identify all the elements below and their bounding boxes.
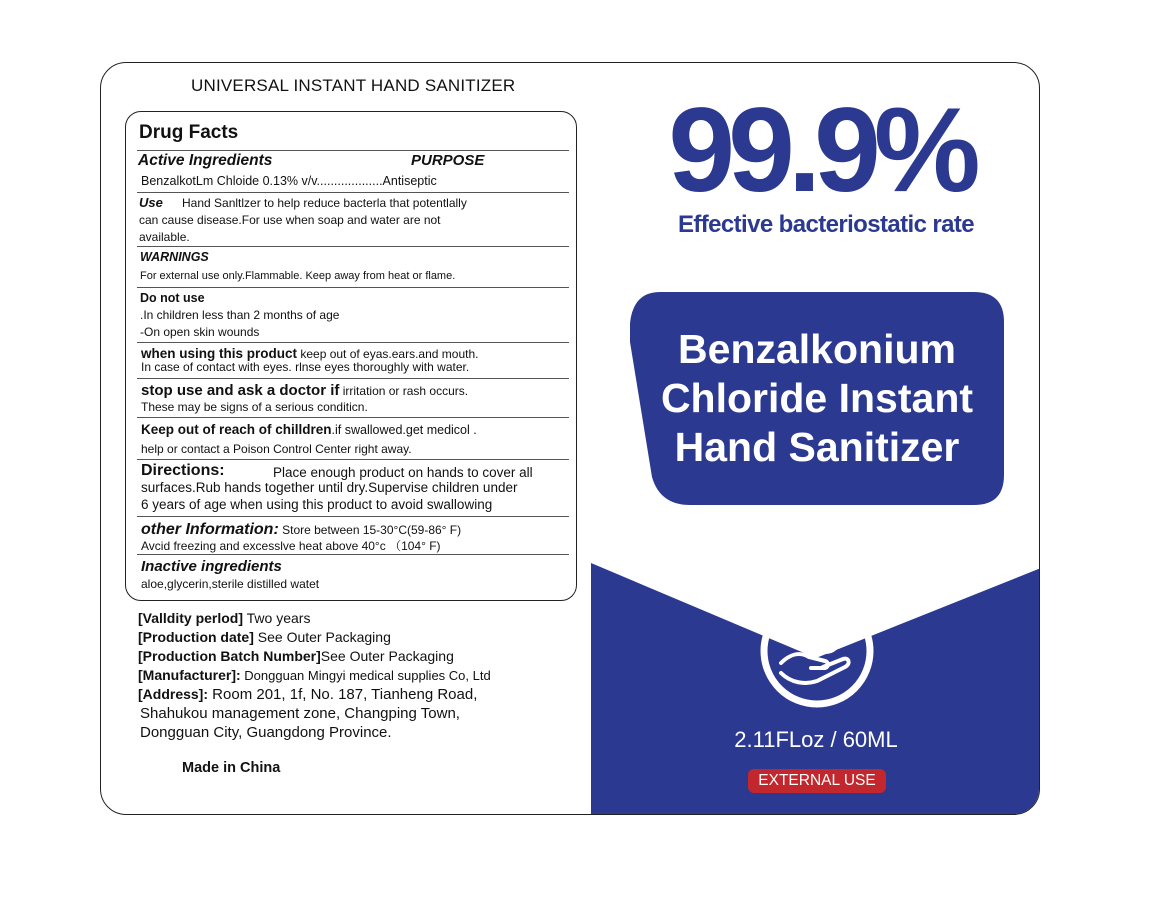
divider	[137, 342, 569, 343]
batch-label: [Production Batch Number]	[138, 648, 321, 664]
stop-use-2: These may be signs of a serious conditicn.	[141, 400, 368, 414]
when-using-line	[141, 346, 478, 361]
inactive-label: Inactive ingredients	[141, 558, 282, 575]
when-using-label: when using this product	[141, 346, 297, 361]
divider	[137, 150, 569, 151]
address-label: [Address]:	[138, 686, 209, 702]
divider	[137, 516, 569, 517]
divider	[137, 459, 569, 460]
address-line-1	[138, 685, 491, 704]
divider	[137, 192, 569, 193]
efficacy-rate: Effective bacteriostatic rate	[677, 211, 975, 238]
keep-out-1: .if swallowed.get medicol .	[331, 423, 477, 437]
do-not-use-label: Do not use	[140, 291, 205, 305]
divider	[137, 378, 569, 379]
batch-value: See Outer Packaging	[320, 648, 454, 664]
other-info-2: Avcid freezing and excesslve heat above 40°c （104° F)	[141, 539, 441, 553]
divider	[137, 287, 569, 288]
product-label	[100, 62, 1040, 815]
directions-label: Directions:	[141, 462, 225, 479]
validity-value: Two years	[243, 610, 311, 626]
volume-text: 2.11FLoz / 60ML	[734, 727, 898, 752]
product-name-1: Benzalkonium	[678, 326, 956, 372]
stop-use-line	[141, 382, 468, 399]
production-date-label: [Production date]	[138, 629, 254, 645]
drug-facts-box	[125, 111, 577, 601]
production-date-value: See Outer Packaging	[253, 629, 391, 645]
directions-1: Place enough product on hands to cover all	[273, 465, 533, 480]
warnings-label: WARNINGS	[140, 250, 209, 264]
stop-use-1: irritation or rash occurs.	[342, 384, 469, 398]
hand-drop-icon	[759, 593, 875, 709]
manufacturer-value: Dongguan Mingyi medical supplies Co, Ltd	[240, 668, 491, 683]
use-line-2: can cause disease.For use when soap and water are not	[139, 213, 441, 227]
use-line-3: available.	[139, 230, 190, 244]
efficacy-percent: 99.9%	[668, 83, 974, 217]
when-using-1: keep out of eyas.ears.and mouth.	[300, 347, 479, 361]
external-use-badge: EXTERNAL USE	[748, 769, 886, 793]
drug-facts-heading: Drug Facts	[139, 122, 239, 143]
product-name-2: Chloride Instant	[660, 375, 974, 421]
address-line-3: Dongguan City, Guangdong Province.	[140, 724, 392, 741]
stop-use-label: stop use and ask a doctor if	[141, 382, 340, 399]
other-info-label: other Information:	[141, 521, 279, 538]
other-info-1: Store between 15-30°C(59-86° F)	[282, 523, 462, 537]
batch-line	[138, 647, 491, 666]
keep-out-2: help or contact a Poison Control Center right away.	[141, 442, 412, 456]
do-not-use-1: .In children less than 2 months of age	[140, 308, 340, 322]
when-using-2: In case of contact with eyes. rlnse eyes thoroughly with water.	[141, 360, 470, 374]
divider	[137, 417, 569, 418]
address-1: Room 201, 1f, No. 187, Tianheng Road,	[208, 686, 478, 703]
inactive-text: aloe,glycerin,sterile distilled watet	[141, 577, 320, 591]
validity-label: [Valldity perlod]	[138, 610, 244, 626]
use-label: Use	[139, 195, 163, 210]
keep-out-label: Keep out of reach of chilldren	[141, 422, 332, 437]
product-name	[630, 325, 1004, 472]
directions-3: 6 years of age when using this product to avoid swallowing	[141, 497, 493, 512]
divider	[137, 246, 569, 247]
product-info	[138, 609, 491, 742]
do-not-use-2: -On open skin wounds	[140, 325, 260, 339]
active-ingredients-label: Active Ingredients	[138, 152, 273, 169]
production-date-line	[138, 628, 491, 647]
directions-2: surfaces.Rub hands together until dry.Supervise children under	[141, 480, 518, 495]
manufacturer-line	[138, 666, 491, 685]
warnings-text: For external use only.Flammable. Keep away from heat or flame.	[140, 270, 456, 282]
address-line-2: Shahukou management zone, Changping Town,	[140, 705, 460, 722]
label-title: UNIVERSAL INSTANT HAND SANITIZER	[191, 76, 516, 95]
product-name-3: Hand Sanitizer	[674, 424, 960, 470]
made-in: Made in China	[182, 760, 281, 776]
manufacturer-label: [Manufacturer]:	[138, 667, 241, 683]
use-line-1: Hand Sanltlzer to help reduce bacterla that potentlally	[182, 196, 467, 210]
purpose-label: PURPOSE	[411, 152, 485, 169]
validity-line	[138, 609, 491, 628]
ingredient-line: BenzalkotLm Chloide 0.13% v/v...................Antiseptic	[141, 174, 437, 188]
keep-out-line	[141, 422, 477, 437]
divider	[137, 554, 569, 555]
